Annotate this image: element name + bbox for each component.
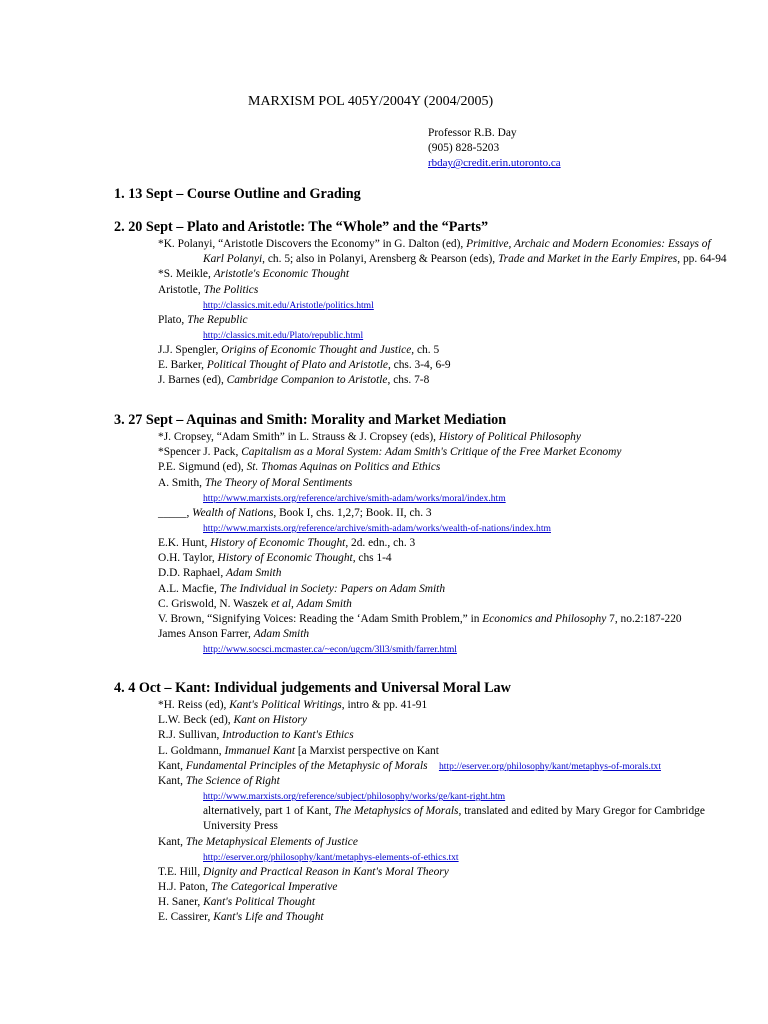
reading-entry: E.K. Hunt, History of Economic Thought, 2d. edn., ch. 3 [158,537,416,550]
reading-entry: *Spencer J. Pack, Capitalism as a Moral System: Adam Smith's Critique of the Free Market Economy [158,446,622,459]
reading-link[interactable]: http://classics.mit.edu/Aristotle/politics.html [203,299,374,311]
reading-link[interactable]: http://www.marxists.org/reference/subject/philosophy/works/ge/kant-right.htm [203,791,506,803]
reading-link[interactable]: http://www.socsci.mcmaster.ca/~econ/ugcm/3ll3/smith/farrer.html [203,644,457,656]
reading-link[interactable]: http://eserver.org/philosophy/kant/metaphys-elements-of-ethics.txt [203,851,459,863]
reading-entry: O.H. Taylor, History of Economic Thought, chs 1-4 [158,552,392,565]
reading-entry: H.J. Paton, The Categorical Imperative [158,881,338,894]
reading-entry: J.J. Spengler, Origins of Economic Thought and Justice, ch. 5 [158,344,440,357]
week-2-section [114,218,728,389]
reading-entry: R.J. Sullivan, Introduction to Kant's Ethics [158,729,354,742]
professor-phone: (905) 828-5203 [428,142,500,154]
course-title: MARXISM POL 405Y/2004Y (2004/2005) [248,94,494,109]
reading-entry: E. Cassirer, Kant's Life and Thought [158,911,324,924]
reading-entry: *J. Cropsey, “Adam Smith” in L. Strauss & J. Cropsey (eds), History of Political Philosophy [158,431,581,443]
week-3-heading: 3. 27 Sept – Aquinas and Smith: Morality and Market Mediation [114,412,507,428]
reading-entry: *S. Meikle, Aristotle's Economic Thought [158,268,350,281]
reading-link[interactable]: http://classics.mit.edu/Plato/republic.html [203,330,364,342]
professor-name: Professor R.B. Day [428,127,517,139]
reading-entry: V. Brown, “Signifying Voices: Reading the ‘Adam Smith Problem,” in Economics and Philosophy 7, no.2:187-220 [158,613,682,626]
reading-entry: James Anson Farrer, Adam Smith [158,628,310,641]
reading-entry: L. Goldmann, Immanuel Kant [a Marxist perspective on Kant [158,744,439,757]
reading-entry: C. Griswold, N. Waszek et al, Adam Smith [158,597,352,610]
week-3-section [114,411,728,657]
reading-link[interactable]: http://www.marxists.org/reference/archive/smith-adam/works/moral/index.htm [203,492,506,504]
reading-entry: Kant, The Metaphysical Elements of Justice [158,835,358,848]
reading-entry: H. Saner, Kant's Political Thought [158,896,316,909]
week-4-heading: 4. 4 Oct – Kant: Individual judgements and Universal Moral Law [114,680,511,696]
reading-entry: E. Barker, Political Thought of Plato and Aristotle, chs. 3-4, 6-9 [158,359,451,372]
reading-entry: D.D. Raphael, Adam Smith [158,567,282,580]
week-1-section [114,185,728,204]
reading-entry: Kant, Fundamental Principles of the Metaphysic of Morals http://eserver.org/philosophy/kant/metaphys-of-morals.txt [158,759,661,772]
reading-entry: T.E. Hill, Dignity and Practical Reason in Kant's Moral Theory [158,865,449,878]
reading-entry: A. Smith, The Theory of Moral Sentiments [158,476,353,489]
reading-entry: *K. Polanyi, “Aristotle Discovers the Economy” in G. Dalton (ed), Primitive, Archaic and Modern Economies: Essays of Karl Polanyi, ch. 5; also in Polanyi, Arensberg & Pearson (eds), Trade and Market in the Early Empires, pp. 64-94 [158,238,727,266]
reading-entry: Plato, The Republic [158,313,248,326]
reading-entry: Aristotle, The Politics [158,283,259,296]
reading-note: alternatively, part 1 of Kant, The Metaphysics of Morals, translated and edited by Mary Gregor for Cambridge University Press [203,805,705,833]
week-4-section [114,679,728,926]
professor-contact [428,126,561,171]
week-1-heading: 1. 13 Sept – Course Outline and Grading [114,186,361,202]
reading-entry: P.E. Sigmund (ed), St. Thomas Aquinas on Politics and Ethics [158,461,441,474]
professor-email-link[interactable]: rbday@credit.erin.utoronto.ca [428,157,561,169]
reading-entry: A.L. Macfie, The Individual in Society: Papers on Adam Smith [158,582,446,595]
reading-entry: J. Barnes (ed), Cambridge Companion to Aristotle, chs. 7-8 [158,374,430,387]
week-2-heading: 2. 20 Sept – Plato and Aristotle: The “Whole” and the “Parts” [114,219,489,235]
reading-entry: *H. Reiss (ed), Kant's Political Writings, intro & pp. 41-91 [158,699,428,711]
reading-link[interactable]: http://eserver.org/philosophy/kant/metaphys-of-morals.txt [438,760,661,772]
reading-entry: _____, Wealth of Nations, Book I, chs. 1,2,7; Book. II, ch. 3 [158,506,432,519]
reading-entry: Kant, The Science of Right [158,775,280,788]
reading-link[interactable]: http://www.marxists.org/reference/archive/smith-adam/works/wealth-of-nations/index.htm [203,523,551,535]
reading-entry: L.W. Beck (ed), Kant on History [158,714,307,727]
